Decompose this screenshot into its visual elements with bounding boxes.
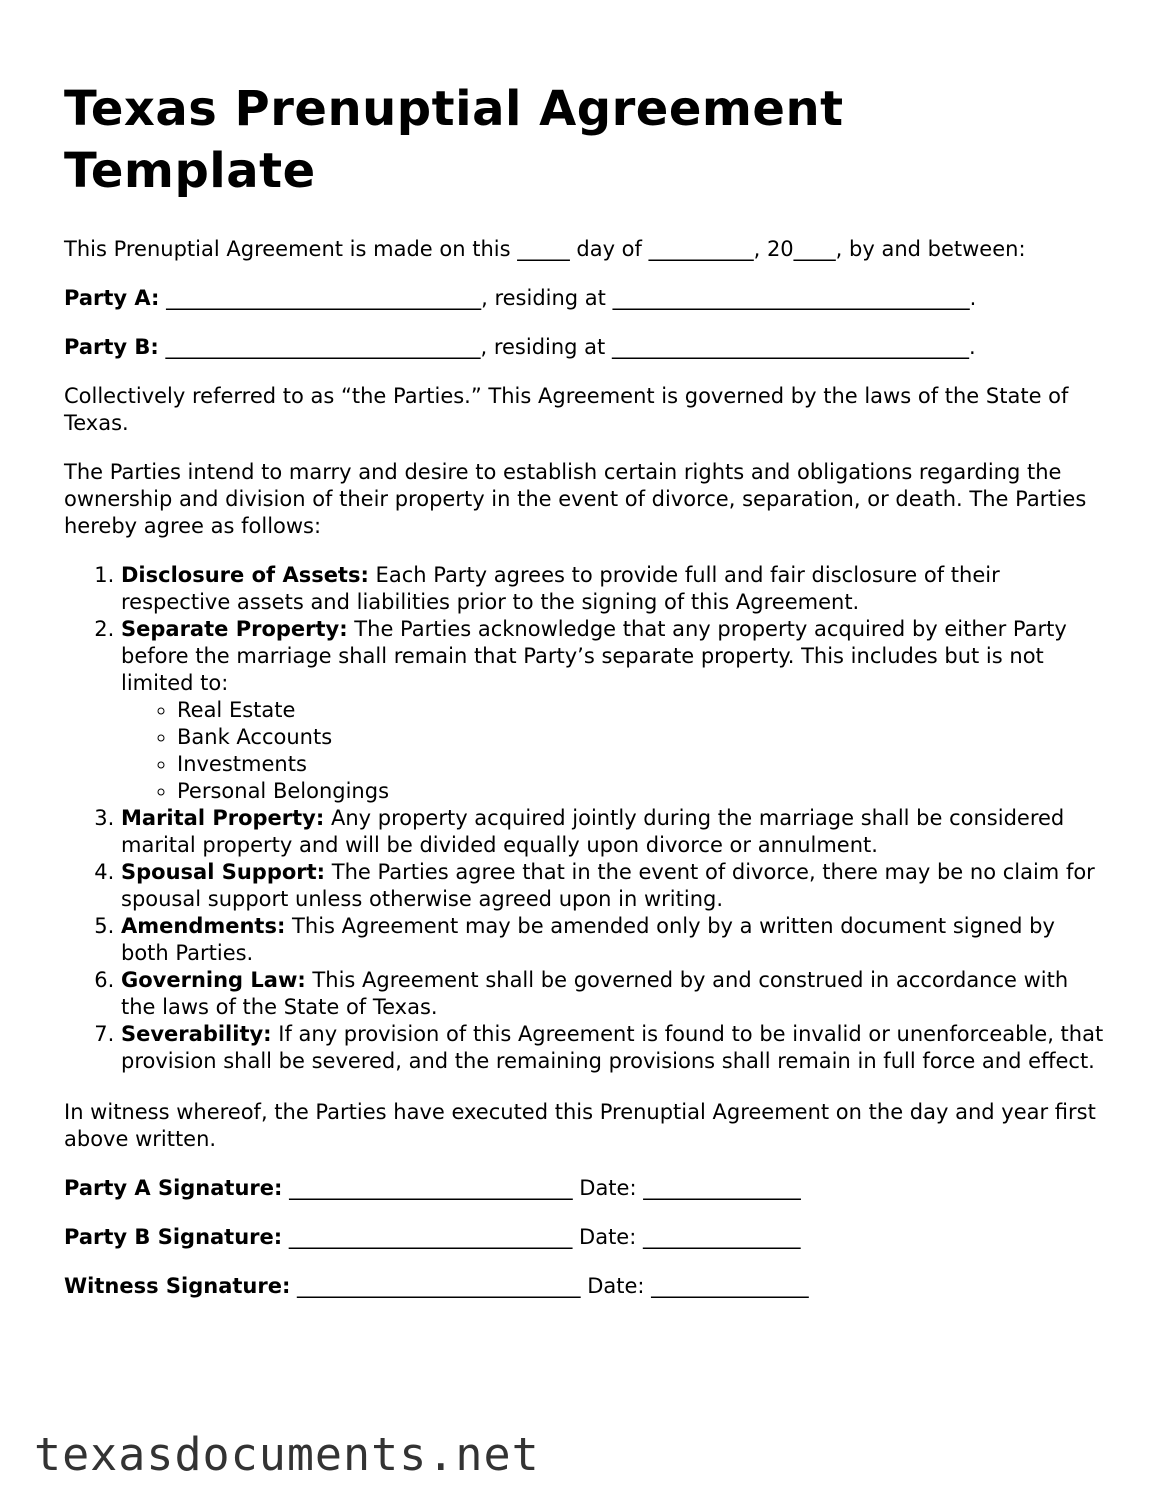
list-item: ◦ Bank Accounts [177,724,1104,751]
term-item [121,967,1104,1021]
collective-paragraph: Collectively referred to as “the Parties.” This Agreement is governed by the laws of the State of Texas. [64,384,1069,435]
party-b-signature-line [64,1224,1104,1251]
term-text: The Parties agree that in the event of divorce, there may be no claim for spousal support unless otherwise agreed upon in writing. [121,860,1095,911]
list-item: ◦ Personal Belongings [177,778,1104,805]
signature-label: Witness Signature: [64,1274,291,1298]
intro-paragraph: This Prenuptial Agreement is made on this _____ day of __________, 20____, by and between: [64,237,1026,261]
separate-property-list [121,697,1104,805]
term-heading: Separate Property: [121,617,348,641]
list-item: ◦ Real Estate [177,697,1104,724]
term-text: Each Party agrees to provide full and fair disclosure of their respective assets and liabilities prior to the signing of this Agreement. [121,563,1000,614]
document-page [64,78,1104,1322]
party-b-label: Party B: [64,335,159,359]
term-heading: Marital Property: [121,806,325,830]
party-a-blanks: ______________________________, residing at __________________________________. [159,286,977,310]
term-item [121,859,1104,913]
term-item [121,805,1104,859]
party-a-label: Party A: [64,286,160,310]
party-b-line [64,334,1104,361]
term-item [121,616,1104,805]
terms-list [64,562,1104,1075]
term-text: Any property acquired jointly during the marriage shall be considered marital property and will be divided equally upon divorce or annulment. [121,806,1065,857]
site-watermark: texasdocuments.net [34,1428,540,1481]
term-item [121,1021,1104,1075]
witness-signature-line [64,1273,1104,1300]
party-a-line [64,285,1104,312]
term-heading: Spousal Support: [121,860,326,884]
party-b-blanks: ______________________________, residing at __________________________________. [158,335,976,359]
term-text: This Agreement may be amended only by a written document signed by both Parties. [121,914,1055,965]
term-heading: Severability: [121,1022,272,1046]
term-item [121,562,1104,616]
term-item [121,913,1104,967]
term-text: This Agreement shall be governed by and construed in accordance with the laws of the State of Texas. [121,968,1069,1019]
purpose-paragraph: The Parties intend to marry and desire to establish certain rights and obligations regarding the ownership and division of their property in the event of divorce, separation, or death. The Parties hereby agree as follows: [64,460,1087,538]
page-title: Texas Prenuptial Agreement Template [64,81,844,199]
party-a-signature-line [64,1175,1104,1202]
term-heading: Disclosure of Assets: [121,563,369,587]
signature-label: Party B Signature: [64,1225,283,1249]
term-heading: Amendments: [121,914,286,938]
term-text: The Parties acknowledge that any property acquired by either Party before the marriage shall remain that Party’s separate property. This includes but is not limited to: [121,617,1067,695]
signature-blanks: ___________________________ Date: _______________ [290,1274,809,1298]
signature-blanks: ___________________________ Date: _______________ [282,1225,801,1249]
witness-statement: In witness whereof, the Parties have executed this Prenuptial Agreement on the day and year first above written. [64,1100,1096,1151]
term-text: If any provision of this Agreement is found to be invalid or unenforceable, that provision shall be severed, and the remaining provisions shall remain in full force and effect. [121,1022,1104,1073]
signature-blanks: ___________________________ Date: _______________ [282,1176,801,1200]
term-heading: Governing Law: [121,968,306,992]
signature-label: Party A Signature: [64,1176,283,1200]
list-item: ◦ Investments [177,751,1104,778]
